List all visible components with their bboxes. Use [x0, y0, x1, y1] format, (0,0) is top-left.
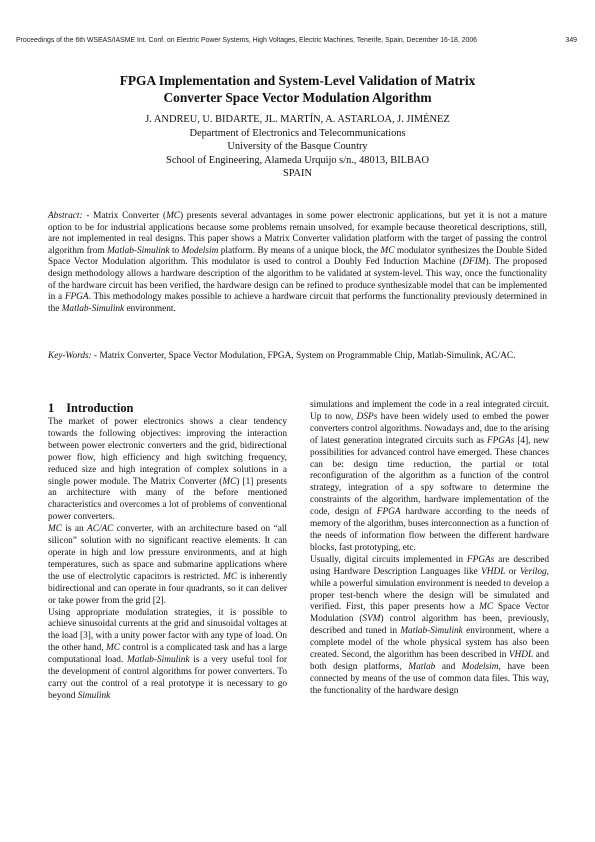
italic-term: MC	[380, 245, 395, 256]
university: University of the Basque Country	[227, 141, 368, 152]
paragraph: The market of power electronics shows a clear tendency towards the following objectives: improving the interaction between power electronic converters and the grid, bidirectional power flow, high efficiency and high switching frequency, reduced size and high integration of complex solutions in a single power module. The Matrix Converter (MC) [1] presents an architecture with many of the before mentioned characteristics and overcomes a lot of problems of conventional power converters.	[48, 417, 287, 523]
italic-term: Modelsim	[461, 661, 499, 672]
section-number: 1	[48, 401, 55, 415]
italic-term: FPGAs	[486, 435, 515, 446]
italic-term: DFIM	[462, 257, 486, 268]
title-line-1: FPGA Implementation and System-Level Validation of Matrix	[119, 73, 476, 88]
left-column	[48, 400, 287, 703]
italic-term: MC	[222, 476, 237, 487]
paragraph: simulations and implement the code in a real integrated circuit. Up to now, DSPs have been widely used to embed the power converters control algorithms. Nowadays and, due to the arising of latest generation integrated circuits such as FPGAs [4], new possibilities for advanced control have emerged. These chances can be: design time reduction, the partial or total reconfiguration of the algorithm as a function of the control strategy, integration of a spy software to determine the constraints of the algorithm, hardware implementation of the code, design of FPGA hardware according to the needs of memory of the algorithm, buses interconnection as a function of the needs of information flow between the different hardware blocks, fast prototyping, etc.	[310, 400, 549, 553]
italic-term: Verilog	[519, 566, 547, 577]
italic-term: AC/AC	[87, 524, 114, 535]
abstract	[48, 211, 547, 315]
abstract-label: Abstract:	[48, 211, 83, 221]
keywords-body: - Matrix Converter, Space Vector Modulation, FPGA, System on Programmable Chip, Matlab-Simulink, AC/AC.	[91, 351, 516, 361]
authors: J. ANDREU, U. BIDARTE, JL. MARTÍN, A. ASTARLOA, J. JIMÉNEZ	[145, 114, 450, 125]
italic-term: DSPs	[356, 411, 378, 422]
page-number: 349	[565, 37, 577, 44]
paper-title	[48, 72, 547, 106]
school-address: School of Engineering, Alameda Urquijo s/n., 48013, BILBAO	[166, 154, 429, 166]
keywords	[48, 351, 547, 363]
italic-term: Simulink	[77, 690, 111, 701]
paragraph: Using appropriate modulation strategies, it is possible to achieve sinusoidal currents at the grid and sinusoidal voltages at the load [3], with a unity power factor with any type of load. On the other hand, MC control is a complicated task and has a large computational load. Matlab-Simulink is a very useful tool for the development of control algorithms for power converters. To carry out the control of a real prototype it is necessary to go beyond Simulink	[48, 607, 287, 701]
keywords-label: Key-Words:	[48, 351, 92, 361]
italic-term: Matlab-Simulink	[127, 655, 190, 666]
italic-term: MC	[479, 602, 494, 613]
italic-term: VHDL	[508, 650, 534, 661]
italic-term: MC	[48, 524, 62, 535]
paragraph: MC is an AC/AC converter, with an architecture based on “all silicon” solution with no significant reactive elements. It can operate in high and low pressure environments, and at high temperatures, such as space and submarine applications where the use of electrolytic capacitors is restricted. MC is inherently bidirectional and can operate in four quadrants, so it can deliver or take power from the grid [2].	[48, 524, 287, 606]
italic-term: MC	[166, 211, 181, 221]
italic-term: FPGA	[64, 292, 89, 303]
italic-term: VHDL	[481, 566, 506, 577]
italic-term: Modelsim	[181, 245, 219, 256]
authors-affiliation	[48, 113, 547, 181]
abstract-body: - Matrix Converter (MC) presents several advantages in some power electronic applications, but yet it is not a mature option to be for industrial applications because some problems remain unsolved, for example because theoretical descriptions, still, are not implemented in real designs. This paper shows a Matrix Converter validation platform with the target of passing the control algorithm from Matlab-Simulink to Modelsim platform. By means of a unique block, the MC modulator synthesizes the Double Sided Space Vector Modulation algorithm. This modulator is used to control a Doubly Fed Induction Machine (DFIM). The proposed design methodology allows a hardware description of the algorithm to be validated at system-level. This way, once the functionality of the hardware circuit has been verified, the hardware design can be refined to produce synthesizable model that can be implemented in a FPGA. This methodology makes possible to achieve a hardware circuit that performs the functionality previously determined in the Matlab-Simulink environment.	[48, 211, 548, 314]
italic-term: Matlab-Simulink	[107, 245, 170, 256]
title-block	[48, 72, 547, 181]
italic-term: Matlab	[408, 661, 436, 672]
left-column-text	[48, 417, 287, 703]
paragraph: Usually, digital circuits implemented in FPGAs are described using Hardware Description Languages like VHDL or Verilog, while a powerful simulation environment is needed to develop a proper test-bench where the design will be simulated and verified. First, this paper presents how a MC Space Vector Modulation (SVM) control algorithm has been, previously, described and tuned in Matlab-Simulink environment, where a complete model of the whole physical system has also been created. Second, the algorithm has been described in VHDL and both design platforms, Matlab and Modelsim, have been connected by means of the use of common data files. This way, the functionality of the hardware design	[310, 554, 550, 696]
italic-term: Matlab-Simulink	[61, 303, 125, 314]
right-column	[310, 400, 549, 698]
italic-term: FPGA	[376, 507, 401, 518]
italic-term: SVM	[362, 614, 381, 625]
department: Department of Electronics and Telecommunications	[189, 127, 406, 139]
italic-term: MC	[223, 571, 238, 582]
running-header	[16, 37, 577, 44]
title-line-2: Converter Space Vector Modulation Algorithm	[163, 90, 432, 105]
italic-term: Matlab-Simulink	[400, 626, 463, 637]
conference-header: Proceedings of the 6th WSEAS/IASME Int. Conf. on Electric Power Systems, High Voltages, Electric Machines, Tenerife, Spain, December 16-18, 2006	[16, 37, 478, 44]
section-title: Introduction	[66, 401, 134, 415]
italic-term: MC	[106, 643, 120, 654]
country: SPAIN	[282, 168, 313, 179]
right-column-text	[310, 400, 549, 698]
section-heading	[48, 400, 287, 416]
italic-term: FPGAs	[466, 554, 495, 565]
